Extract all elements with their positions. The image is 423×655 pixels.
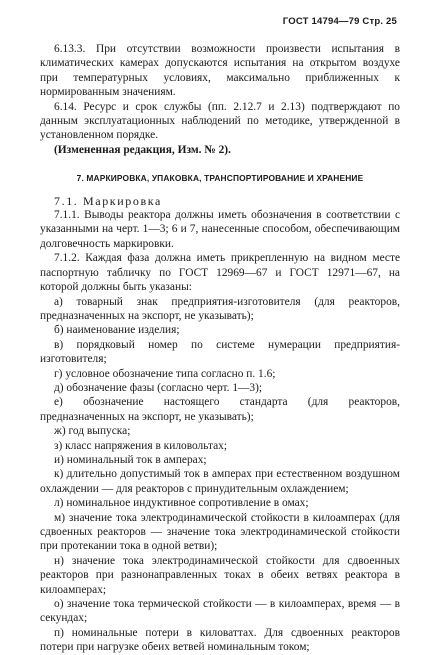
page-header: ГОСТ 14794—79 Стр. 25 — [282, 16, 397, 27]
list-item: е) обозначение настоящего стандарта (для реакторов, предназначенных на экспорт, не указывать); — [40, 396, 400, 423]
list-item: м) значение тока электродинамической стойкости в килоамперах (для сдвоенных реакторов — значение тока электродинамической стойкости при протекании тока в одной ветви); — [40, 511, 400, 553]
list-item: и) номинальный ток в амперах; — [54, 453, 207, 466]
paragraph-6-14: 6.14. Ресурс и срок службы (пп. 2.12.7 и 2.13) подтверждают по данным эксплуатационных наблюдений по методике, утвержденной в установленном порядке. — [40, 100, 400, 142]
page-content — [40, 42, 400, 655]
paragraph-6-13-3: 6.13.3. При отсутствии возможности произвести испытания в климатических камерах допускаются испытания на открытом воздухе при температурных условиях, максимально приближенных к нормированным значениям. — [40, 43, 400, 99]
list-item: б) наименование изделия; — [54, 324, 180, 337]
paragraph-7-1-2: 7.1.2. Каждая фаза должна иметь прикрепленную на видном месте паспортную табличку по ГОСТ 12969—67 и ГОСТ 12971—67, на которой должны быть указаны: — [40, 252, 400, 294]
list-item: г) условное обозначение типа согласно п. 1.6; — [54, 367, 276, 380]
list-item: о) значение тока термической стойкости — в килоамперах, время — в секундах; — [40, 598, 400, 625]
list-item: а) товарный знак предприятия-изготовителя (для реакторов, предназначенных на экспорт, не указывать); — [40, 295, 400, 322]
list-item: з) класс напряжения в киловольтах; — [54, 439, 228, 452]
paragraph-7-1-1: 7.1.1. Выводы реактора должны иметь обозначения в соответствии с указанными на черт. 1—3; 6 и 7, нанесенные способом, обеспечивающим долговечность маркировки. — [40, 209, 400, 250]
list-item: в) порядковый номер по системе нумерации предприятия-изготовителя; — [40, 338, 400, 366]
list-item: п) номинальные потери в киловаттах. Для сдвоенных реакторов потери при нагрузке обеих ветвей номинальным током; — [40, 626, 400, 654]
list-item: к) длительно допустимый ток в амперах при естественном воздушном охлаждении — для реакторов с принудительным охлаждением; — [40, 468, 400, 495]
section-7-title: 7. МАРКИРОВКА, УПАКОВКА, ТРАНСПОРТИРОВАНИЕ И ХРАНЕНИЕ — [76, 173, 364, 184]
list-item: ж) год выпуска; — [54, 425, 131, 438]
edition-note: (Измененная редакция, Изм. № 2). — [54, 143, 231, 156]
list-item: н) значение тока электродинамической стойкости для сдвоенных реакторов при разнонаправленных токах в обеих ветвях реактора в килоамперах; — [40, 554, 400, 596]
list-item: д) обозначение фазы (согласно черт. 1—3); — [54, 381, 263, 394]
subsection-7-1-heading: 7.1. Маркировка — [54, 193, 162, 208]
list-item: л) номинальное индуктивное сопротивление в омах; — [54, 497, 309, 510]
